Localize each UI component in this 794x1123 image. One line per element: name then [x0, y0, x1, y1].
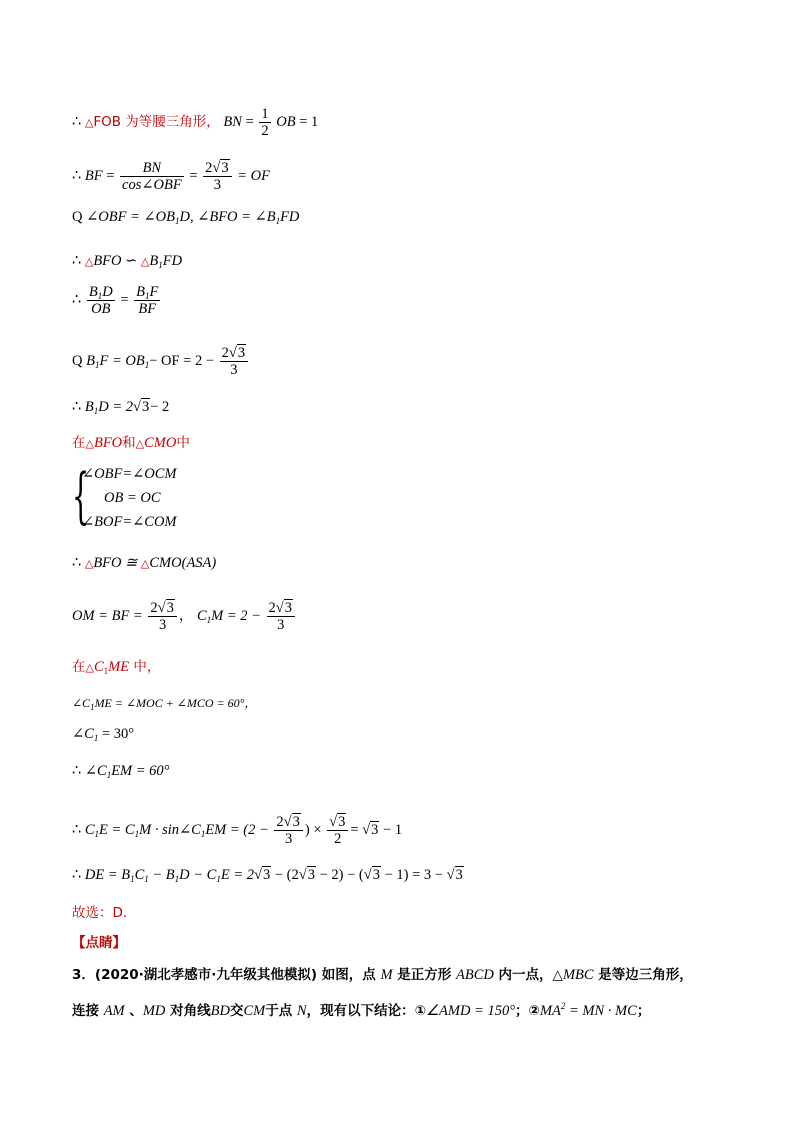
- problem-3-line-2: 连接 AM 、MD 对角线BD交CM于点 N，现有以下结论：①∠AMD = 150°；$②MA^2$ = MN · MC；: [72, 1001, 651, 1019]
- fraction: $\frac{2√3}{3}$: [203, 160, 231, 193]
- line-b1f: Q $B_1F = OB_1-$ OF = 2 − $\frac{2√3}{3}$: [72, 345, 250, 378]
- line-angle-c1: $\angle C_1 = 30^\circ$: [72, 726, 135, 743]
- line-similar: ∴ △BFO ∽ $\triangle B_1FD$: [72, 253, 183, 270]
- fraction: $\frac{2√3}{3}$: [274, 814, 302, 847]
- line-angle-equal: Q ∠OBF = $\angle OB_1D$, ∠BFO = $\angle B_1FD$: [72, 209, 300, 226]
- fraction: $\frac{2√3}{3}$: [220, 345, 248, 378]
- problem-3-line-1: 3．(2020·湖北孝感市·九年级其他模拟) 如图，点 M 是正方形 ABCD 内一点，△MBC 是等边三角形，: [72, 967, 693, 983]
- line-in-c1me: 在$\triangle C_1ME$ 中，: [72, 659, 161, 676]
- line-congruent: ∴ △BFO ≅ △CMO(ASA): [72, 555, 217, 571]
- fraction: $\frac{2√3}{3}$: [148, 600, 176, 633]
- line-c1e: ∴ $C_1E = C_1M$ · $\sin\angle C_1EM = (2$ − $\frac{2√3}{3}$ ) × $\frac{√3}{2}$ = √3 − 1: [72, 814, 403, 847]
- line-om-bf: OM = BF = $\frac{2√3}{3}$ ， $C_1M = 2$ − $\frac{2√3}{3}$: [72, 600, 297, 633]
- comment-heading: 【点睛】: [72, 935, 126, 951]
- line-in-triangles: 在△BFO和△CMO中: [72, 435, 190, 451]
- line-angle-c1em: ∴ $\angle C_1EM = 60^\circ$: [72, 763, 170, 780]
- fraction: $\frac{√3}{2}$: [327, 814, 348, 847]
- fraction: $\frac{B_1D}{OB}$: [88, 284, 113, 317]
- fraction: $\frac{1}{2}$: [261, 106, 269, 139]
- line-b1d: ∴ $B_1D = 2√3- 2$: [72, 399, 170, 416]
- line-bf-calc: ∴ BF = $\frac{BN}{\text{cos∠OBF}}$ = $\frac{2√3}{3}$ = OF: [72, 160, 270, 193]
- system-row-3: ∠BOF=∠COM: [82, 514, 177, 530]
- left-brace: {: [72, 461, 90, 531]
- line-ratio: ∴ $\frac{B_1D}{OB}$ = $\frac{B_1F}{BF}$: [72, 284, 159, 317]
- system-row-2: OB = OC: [104, 490, 161, 506]
- line-fob-isosceles: ∴ △FOB 为等腰三角形， BN = $\frac{1}{2}$ OB = 1: [72, 106, 319, 139]
- triangle-symbol: △: [84, 115, 94, 129]
- line-de: ∴ DE = $B_1C_1 - B_1D - C_1E = 2√3 - (2√3 - 2) - (√3 - 1) = 3 - √3$: [72, 867, 463, 884]
- system-row-1: ∠OBF=∠OCM: [82, 466, 177, 482]
- fraction: $\frac{2√3}{3}$: [267, 600, 295, 633]
- line-angle-c1me: $\angle C_1ME$ = ∠MOC + ∠MCO = 60°，: [72, 696, 257, 712]
- fraction: $\frac{B_1F}{BF}$: [136, 284, 159, 317]
- fraction: $\frac{BN}{\text{cos∠OBF}}$: [122, 160, 182, 193]
- answer-line: 故选：D．: [72, 905, 137, 921]
